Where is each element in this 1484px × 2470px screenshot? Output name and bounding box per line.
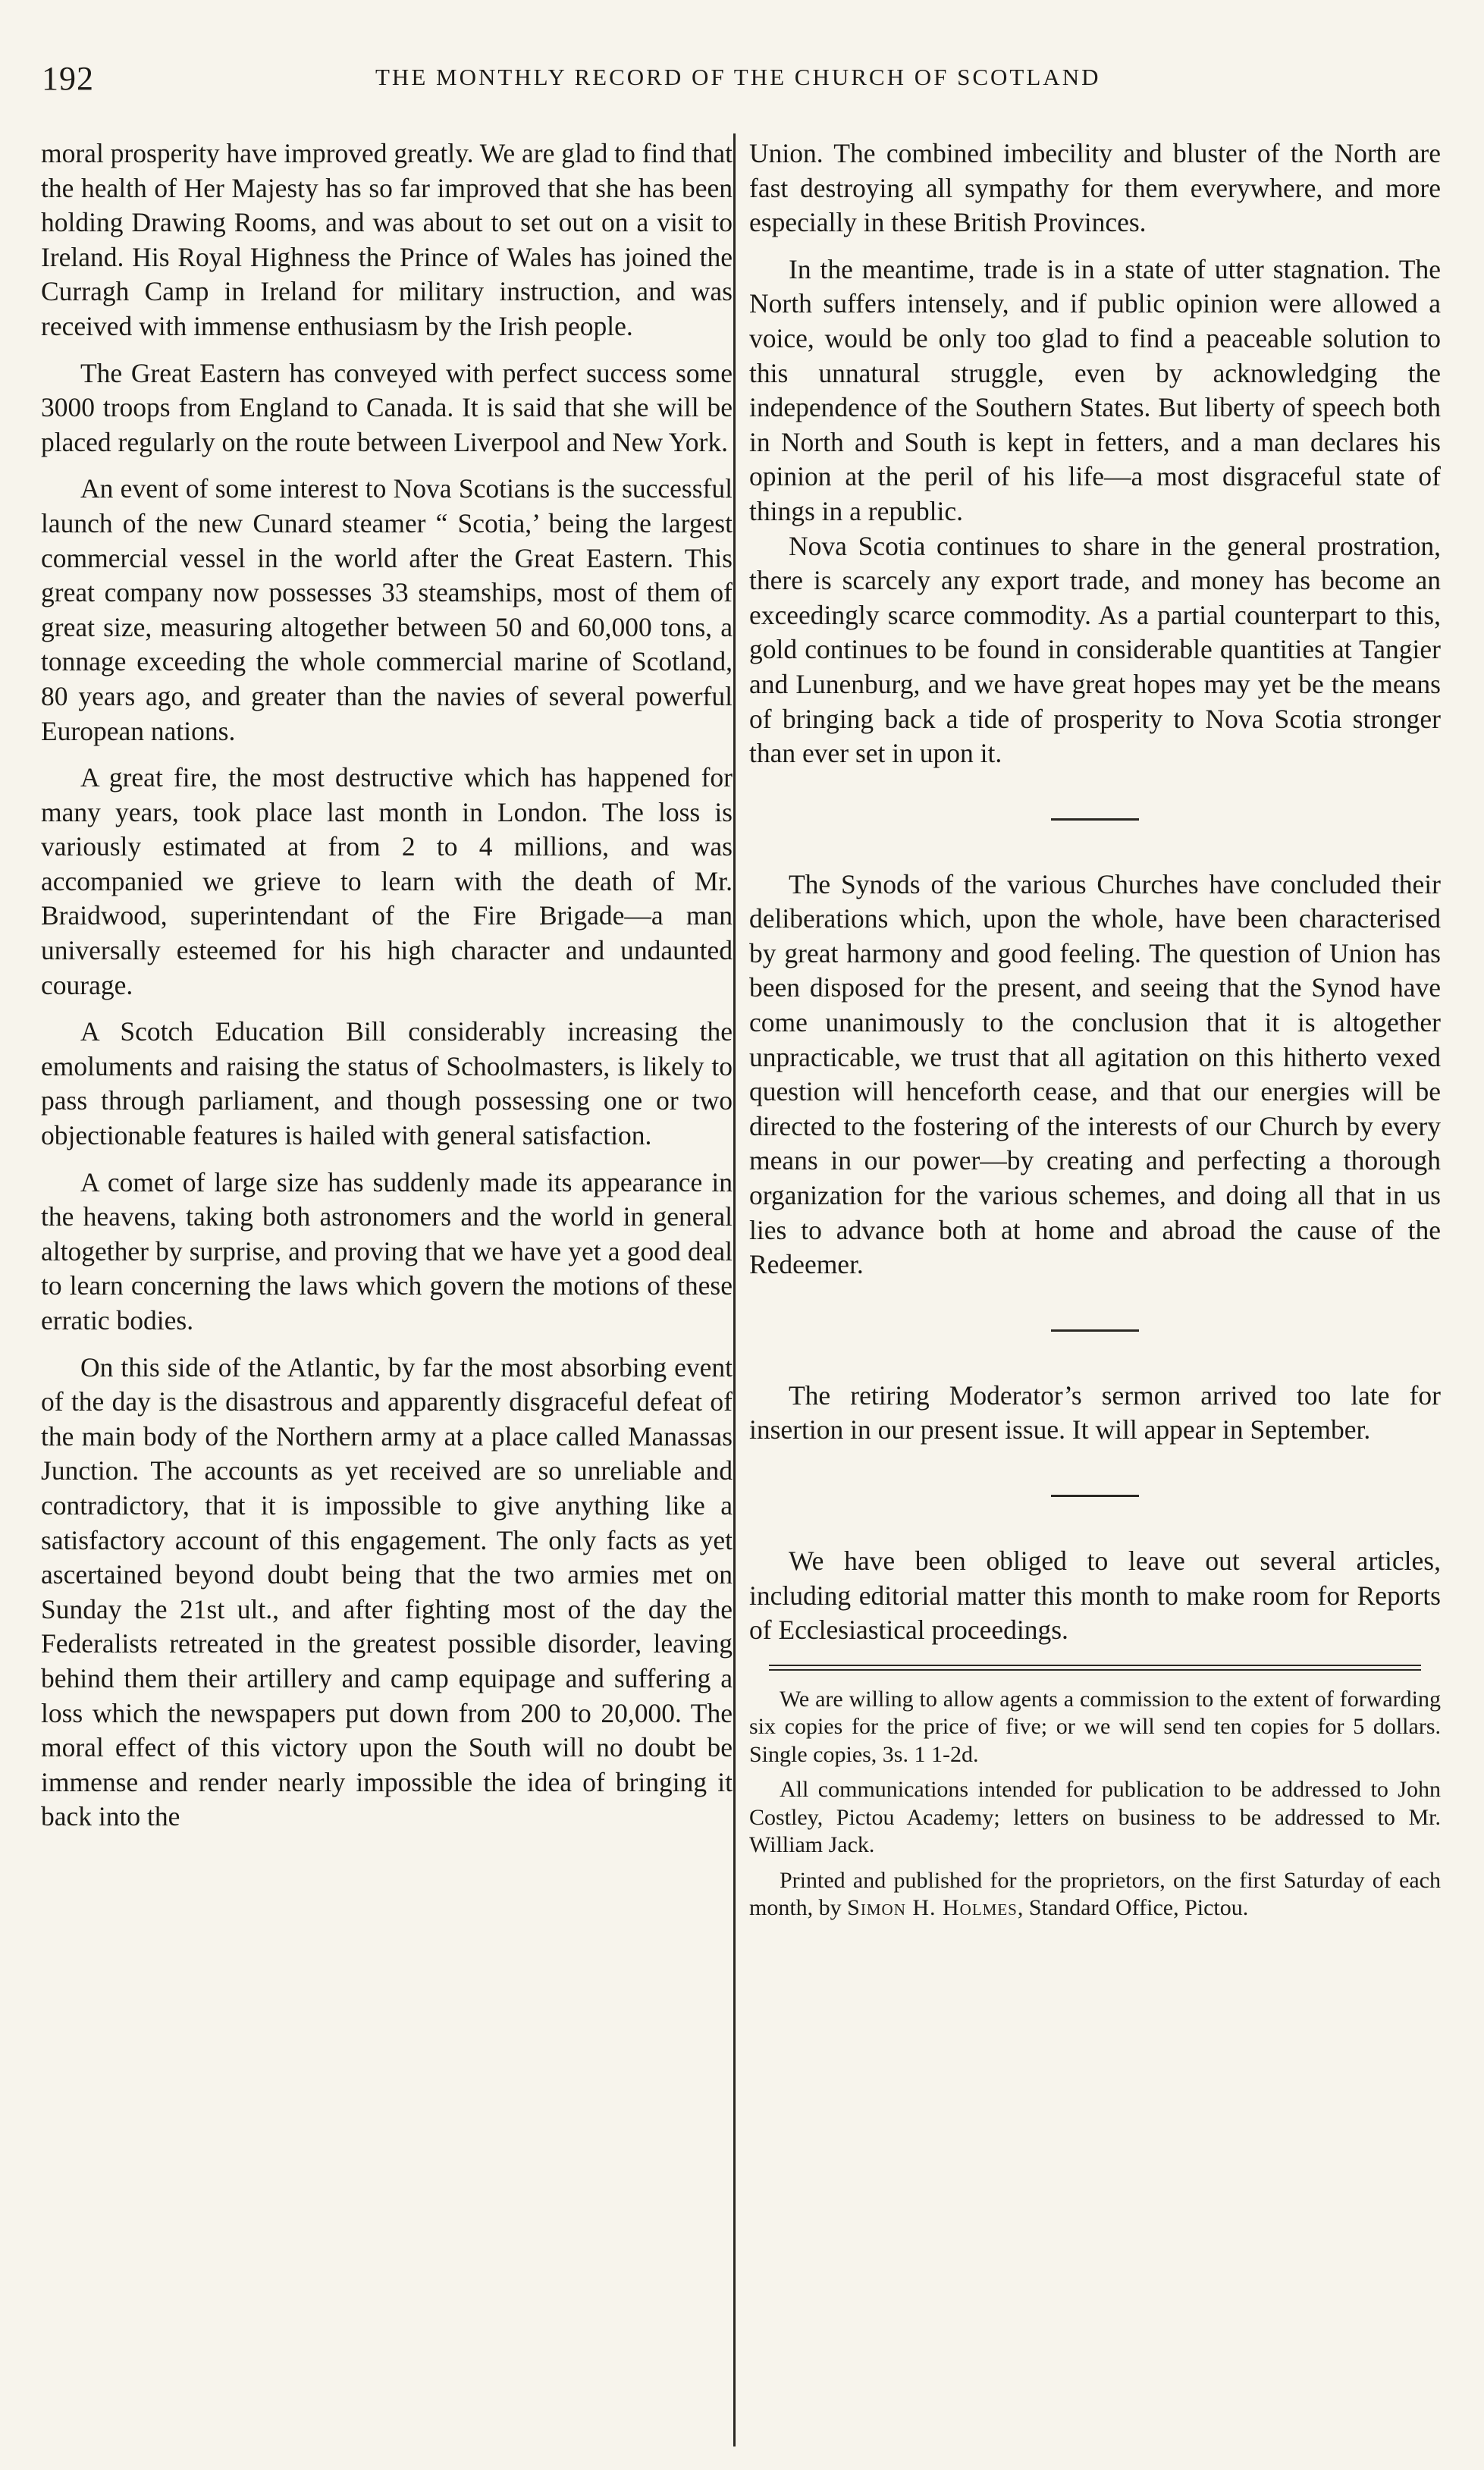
- paragraph-comet: A comet of large size has suddenly made its appearance in the heavens, taking both astronomers and the world in general altogether by surprise, and proving that we have yet a good deal to learn concerning the laws which govern the motions of these erratic bodies.: [41, 1166, 733, 1335]
- page-number: 192: [42, 60, 94, 97]
- paragraph-education-bill: A Scotch Education Bill considerably increasing the emoluments and raising the status of Schoolmasters, is likely to pass through parliament, and though possessing one or two objectionable features is hailed with general satisfaction.: [41, 1016, 733, 1151]
- notice-printer-lead: Printed and published for the proprietors, on the first Saturday of each month, by: [749, 1867, 1441, 1921]
- paragraph-manassas: On this side of the Atlantic, by far the most absorbing event of the day is the disastrous and apparently disgraceful defeat of the main body of the Northern army at a place called Manassas Junction. The accounts as yet received are so unreliable and contradictory, that it is impossible to give anything like a satisfactory account of this engagement. The only facts as yet ascertained beyond doubt being that the two armies met on Sunday the 21st ult., and after fighting most of the day the Federalists retreated in the greatest possible disorder, leaving behind them their artillery and camp equipage and suffering a loss which the newspapers put down from 200 to 20,000. The moral effect of this victory upon the South will no doubt be immense and render nearly impossible the idea of bringing it back into the: [41, 1351, 733, 1832]
- publication-notice: [749, 1686, 1441, 1922]
- column-divider: [733, 133, 736, 2446]
- paragraph-london-fire: A great fire, the most destructive which has happened for many years, took place last month in London. The loss is variously estimated at from 2 to 4 millions, and was accompanied we grieve to learn with the death of Mr. Braidwood, superintendant of the Fire Brigade—a man universally esteemed for his high character and undaunted courage.: [41, 762, 733, 1000]
- paragraph-nova-scotia-gold: Nova Scotia continues to share in the general prostration, there is scarcely any export trade, and money has become an exceedingly scarce commodity. As a partial counterpart to this, gold continues to be found in considerable quantities at Tangier and Lunenburg, and we have great hopes may yet be the means of bringing back a tide of prosperity to Nova Scotia stronger than ever set in upon it.: [749, 530, 1441, 769]
- right-column: [749, 137, 1441, 1922]
- running-title: THE MONTHLY RECORD OF THE CHURCH OF SCOTLAND: [375, 64, 1101, 90]
- notice-printer: [749, 1867, 1441, 1922]
- left-column: [41, 137, 733, 1834]
- notice-printer-tail: , Standard Office, Pictou.: [1017, 1895, 1249, 1921]
- paragraph-great-eastern: The Great Eastern has conveyed with perfect success some 3000 troops from England to Canada. It is said that she will be placed regularly on the route between Liverpool and New York.: [41, 357, 733, 457]
- paragraph-cunard-scotia: An event of some interest to Nova Scotians is the successful launch of the new Cunard steamer “ Scotia,’ being the largest commercial vessel in the world after the Great Eastern. This great company now possesses 33 steamships, most of them of great size, measuring altogether between 50 and 60,000 tons, a tonnage exceeding the whole commercial marine of Scotland, 80 years ago, and greater than the navies of several powerful European nations.: [41, 473, 733, 746]
- notice-communications: All communications intended for publication to be addressed to John Costley, Pictou Academy; letters on business to be addressed to Mr. William Jack.: [749, 1777, 1441, 1858]
- paragraph-omitted-articles: We have been obliged to leave out several articles, including editorial matter this month to make room for Reports of Ecclesiastical proceedings.: [749, 1546, 1441, 1646]
- paragraph-moderator-sermon: The retiring Moderator’s sermon arrived too late for insertion in our present issue. It will appear in September.: [749, 1379, 1441, 1445]
- paragraph-union-bluster: Union. The combined imbecility and bluster of the North are fast destroying all sympathy for them everywhere, and more especially in these British Provinces.: [749, 138, 1441, 238]
- paragraph-royal-news: moral prosperity have improved greatly. We are glad to find that the health of Her Majesty has so far improved that she has been holding Drawing Rooms, and was about to set out on a visit to Ireland. His Royal Highness the Prince of Wales has joined the Curragh Camp in Ireland for military instruction, and was received with immense enthusiasm by the Irish people.: [41, 138, 733, 341]
- running-head: [42, 59, 1407, 105]
- printer-name: Simon H. Holmes: [847, 1895, 1018, 1921]
- double-rule: [769, 1665, 1421, 1671]
- paragraph-trade-stagnation: In the meantime, trade is in a state of utter stagnation. The North suffers intensely, and if public opinion were allowed a voice, would be only too glad to find a peaceable solution to this unnatural struggle, even by acknowledging the independence of the Southern States. But liberty of speech both in North and South is kept in fetters, and a man declares his opinion at the peril of his life—a most disgraceful state of things in a republic.: [749, 253, 1441, 526]
- notice-agents: We are willing to allow agents a commission to the extent of forwarding six copies for the price of five; or we will send ten copies for 5 dollars. Single copies, 3s. 1 1-2d.: [749, 1686, 1441, 1767]
- paragraph-synods: The Synods of the various Churches have concluded their deliberations which, upon the whole, have been characterised by great harmony and good feeling. The question of Union has been disposed for the present, and seeing that the Synod have come unanimously to the conclusion that it is altogether unpracticable, we trust that all agitation on this hitherto vexed question will henceforth cease, and that our energies will be directed to the fostering of the interests of our Church by every means in our power—by creating and perfecting a thorough organization for the various schemes, and doing all that in us lies to advance both at home and abroad the cause of the Redeemer.: [749, 868, 1441, 1280]
